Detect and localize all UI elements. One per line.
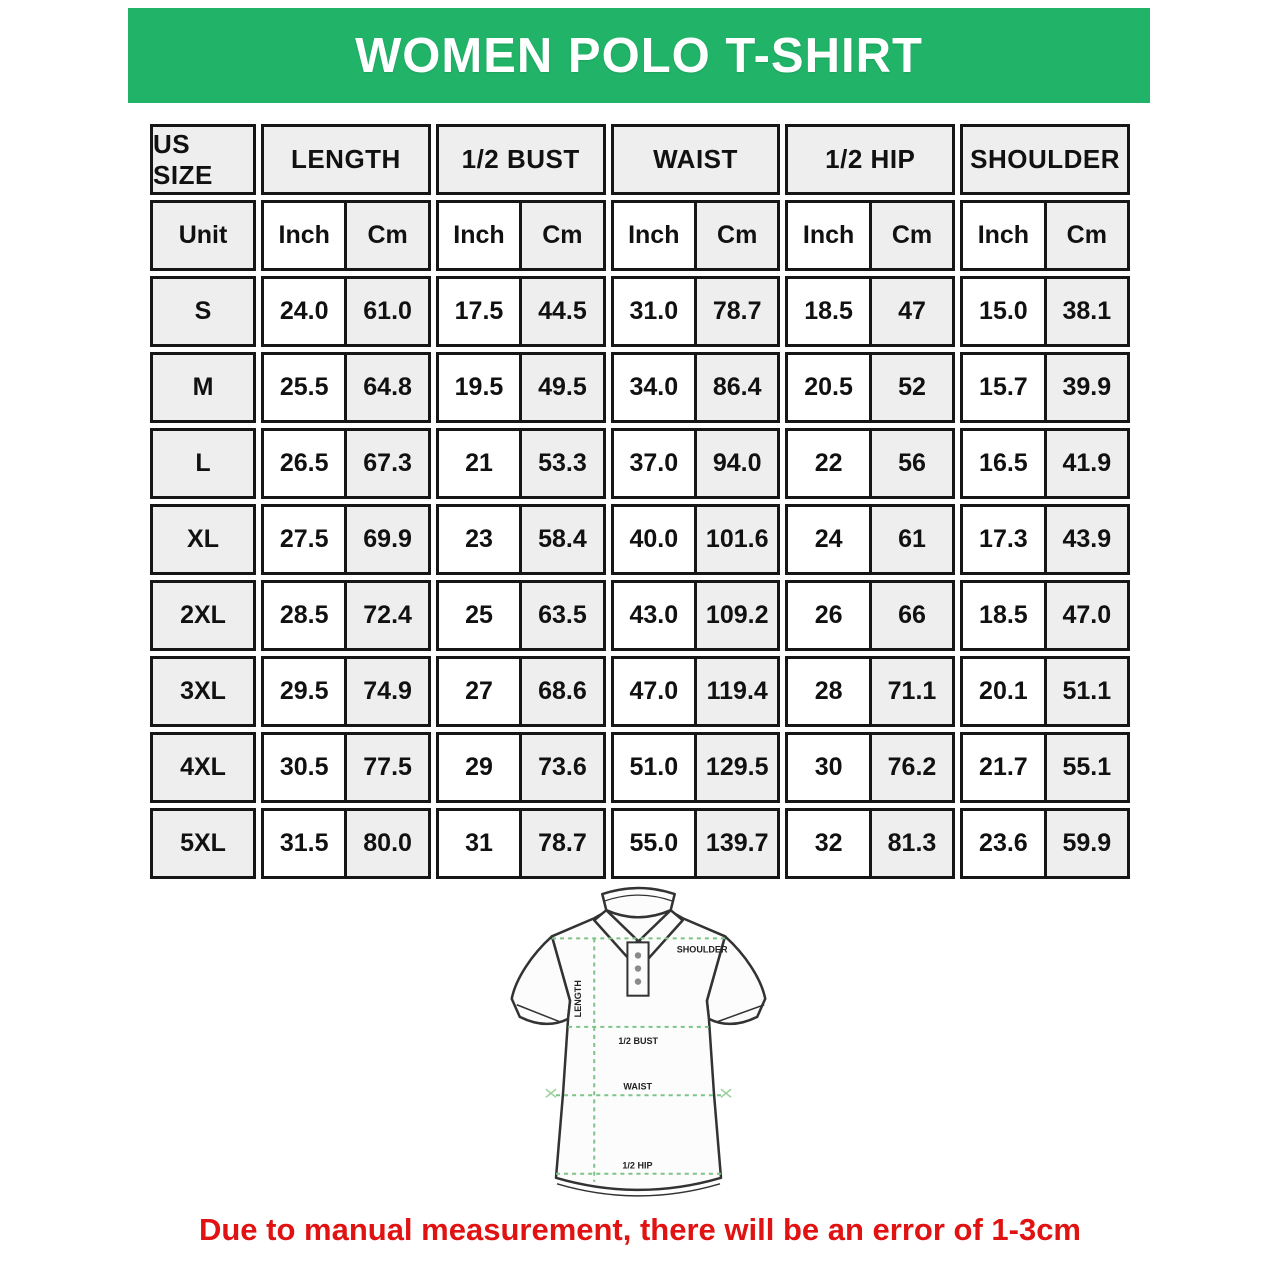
cm-cell: 94.0 bbox=[694, 431, 777, 496]
cm-cell: 86.4 bbox=[694, 355, 777, 420]
length-label: LENGTH bbox=[573, 980, 584, 1018]
measure-group bbox=[261, 428, 431, 499]
column-header-shoulder: SHOULDER bbox=[960, 124, 1130, 195]
cm-cell: 129.5 bbox=[694, 735, 777, 800]
page-title: WOMEN POLO T-SHIRT bbox=[355, 28, 923, 83]
unit-cell: Unit bbox=[150, 200, 256, 271]
inch-cell: 32 bbox=[814, 829, 843, 857]
cm-cell: 74.9 bbox=[344, 659, 427, 724]
inch-cell: 18.5 bbox=[979, 601, 1028, 629]
table-row bbox=[150, 808, 1130, 879]
cm-cell: 43.9 bbox=[1044, 507, 1127, 572]
size-table bbox=[150, 124, 1130, 879]
cm-cell: 66 bbox=[869, 583, 952, 648]
cm-cell: 67.3 bbox=[344, 431, 427, 496]
measure-group bbox=[785, 656, 955, 727]
measure-group bbox=[785, 276, 955, 347]
measure-group bbox=[785, 200, 955, 271]
inch-cell: 25.5 bbox=[279, 373, 329, 401]
measure-group bbox=[960, 732, 1130, 803]
measure-group bbox=[261, 200, 431, 271]
polo-shirt-drawing bbox=[488, 880, 793, 1212]
measure-group bbox=[960, 352, 1130, 423]
button-2 bbox=[635, 965, 641, 971]
measure-group bbox=[436, 352, 606, 423]
cm-cell: 71.1 bbox=[869, 659, 952, 724]
inch-cell: Inch bbox=[628, 221, 680, 249]
cm-cell: Cm bbox=[694, 203, 777, 268]
cm-cell: 55.1 bbox=[1044, 735, 1127, 800]
measure-group bbox=[785, 580, 955, 651]
measure-group bbox=[611, 504, 781, 575]
measure-group bbox=[611, 732, 781, 803]
size-cell: M bbox=[150, 352, 256, 423]
size-cell: 2XL bbox=[150, 580, 256, 651]
table-header-row bbox=[150, 124, 1130, 195]
cm-cell: 41.9 bbox=[1044, 431, 1127, 496]
table-row bbox=[150, 504, 1130, 575]
cm-cell: 139.7 bbox=[694, 811, 777, 876]
title-banner bbox=[128, 8, 1150, 103]
cm-cell: 77.5 bbox=[344, 735, 427, 800]
size-cell: 3XL bbox=[150, 656, 256, 727]
inch-cell: 23 bbox=[465, 525, 493, 553]
cm-cell: 72.4 bbox=[344, 583, 427, 648]
bust-label: 1/2 BUST bbox=[618, 1035, 659, 1046]
inch-cell: 40.0 bbox=[629, 525, 679, 553]
measure-group bbox=[261, 580, 431, 651]
inch-cell: Inch bbox=[278, 221, 330, 249]
polo-shirt-diagram bbox=[488, 880, 793, 1212]
measure-group bbox=[261, 504, 431, 575]
inch-cell: 43.0 bbox=[629, 601, 679, 629]
measure-group bbox=[261, 732, 431, 803]
inch-cell: Inch bbox=[977, 221, 1030, 249]
cm-cell: 81.3 bbox=[869, 811, 952, 876]
size-cell: L bbox=[150, 428, 256, 499]
cm-cell: Cm bbox=[1044, 203, 1127, 268]
inch-cell: Inch bbox=[802, 221, 855, 249]
inch-cell: 15.0 bbox=[979, 297, 1028, 325]
cm-cell: 63.5 bbox=[519, 583, 602, 648]
measurement-note: Due to manual measurement, there will be an error of 1-3cm bbox=[198, 1212, 1082, 1247]
measure-group bbox=[785, 808, 955, 879]
measure-group bbox=[436, 580, 606, 651]
measure-group bbox=[436, 504, 606, 575]
cm-cell: 38.1 bbox=[1044, 279, 1127, 344]
measure-group bbox=[611, 656, 781, 727]
measure-group bbox=[785, 352, 955, 423]
cm-cell: 47.0 bbox=[1044, 583, 1127, 648]
table-row bbox=[150, 580, 1130, 651]
measure-group bbox=[785, 732, 955, 803]
inch-cell: 17.3 bbox=[979, 525, 1028, 553]
measure-group bbox=[960, 276, 1130, 347]
cm-cell: Cm bbox=[344, 203, 427, 268]
measure-group bbox=[611, 276, 781, 347]
waist-label: WAIST bbox=[623, 1081, 653, 1092]
column-header-waist: WAIST bbox=[611, 124, 781, 195]
inch-cell: 25 bbox=[465, 601, 493, 629]
inch-cell: 15.7 bbox=[979, 373, 1028, 401]
waist-right-notch bbox=[721, 1089, 731, 1097]
measure-group bbox=[436, 808, 606, 879]
cm-cell: 76.2 bbox=[869, 735, 952, 800]
inch-cell: 34.0 bbox=[629, 373, 679, 401]
collar-band bbox=[602, 888, 674, 917]
measure-group bbox=[436, 276, 606, 347]
cm-cell: 68.6 bbox=[519, 659, 602, 724]
inch-cell: 18.5 bbox=[804, 297, 853, 325]
column-header-1-2-bust: 1/2 BUST bbox=[436, 124, 606, 195]
column-header-1-2-hip: 1/2 HIP bbox=[785, 124, 955, 195]
cm-cell: 53.3 bbox=[519, 431, 602, 496]
cm-cell: 73.6 bbox=[519, 735, 602, 800]
cm-cell: 109.2 bbox=[694, 583, 777, 648]
shoulder-label: SHOULDER bbox=[676, 944, 728, 955]
cm-cell: 61.0 bbox=[344, 279, 427, 344]
inch-cell: 31.0 bbox=[629, 297, 679, 325]
inch-cell: 29.5 bbox=[279, 677, 329, 705]
waist-left-notch bbox=[546, 1089, 556, 1097]
inch-cell: 20.5 bbox=[804, 373, 853, 401]
measure-group bbox=[960, 428, 1130, 499]
measure-group bbox=[960, 656, 1130, 727]
inch-cell: 28.5 bbox=[279, 601, 329, 629]
measure-group bbox=[960, 200, 1130, 271]
inch-cell: 28 bbox=[814, 677, 843, 705]
inch-cell: 17.5 bbox=[454, 297, 504, 325]
cm-cell: 61 bbox=[869, 507, 952, 572]
inch-cell: 29 bbox=[465, 753, 493, 781]
measure-group bbox=[436, 656, 606, 727]
inch-cell: 16.5 bbox=[979, 449, 1028, 477]
cm-cell: 80.0 bbox=[344, 811, 427, 876]
cm-cell: 119.4 bbox=[694, 659, 777, 724]
inch-cell: 31.5 bbox=[279, 829, 329, 857]
measure-group bbox=[960, 504, 1130, 575]
cm-cell: 39.9 bbox=[1044, 355, 1127, 420]
cm-cell: Cm bbox=[519, 203, 602, 268]
inch-cell: 24 bbox=[814, 525, 843, 553]
size-cell: S bbox=[150, 276, 256, 347]
table-unit-row bbox=[150, 200, 1130, 271]
inch-cell: 30.5 bbox=[279, 753, 329, 781]
inch-cell: 31 bbox=[465, 829, 493, 857]
hip-label: 1/2 HIP bbox=[622, 1160, 653, 1171]
cm-cell: 47 bbox=[869, 279, 952, 344]
measure-group bbox=[261, 808, 431, 879]
column-header-length: LENGTH bbox=[261, 124, 431, 195]
size-cell: 4XL bbox=[150, 732, 256, 803]
measure-group bbox=[611, 200, 781, 271]
measure-group bbox=[436, 732, 606, 803]
measure-group bbox=[960, 580, 1130, 651]
inch-cell: Inch bbox=[453, 221, 505, 249]
button-1 bbox=[635, 952, 641, 958]
cm-cell: 56 bbox=[869, 431, 952, 496]
cm-cell: Cm bbox=[869, 203, 952, 268]
cm-cell: 51.1 bbox=[1044, 659, 1127, 724]
cm-cell: 64.8 bbox=[344, 355, 427, 420]
measure-group bbox=[611, 352, 781, 423]
inch-cell: 26 bbox=[814, 601, 843, 629]
measure-group bbox=[785, 428, 955, 499]
inch-cell: 27.5 bbox=[279, 525, 329, 553]
measure-group bbox=[611, 580, 781, 651]
cm-cell: 59.9 bbox=[1044, 811, 1127, 876]
measure-group bbox=[436, 428, 606, 499]
measure-group bbox=[611, 428, 781, 499]
inch-cell: 26.5 bbox=[279, 449, 329, 477]
measure-group bbox=[960, 808, 1130, 879]
cm-cell: 78.7 bbox=[694, 279, 777, 344]
cm-cell: 101.6 bbox=[694, 507, 777, 572]
inch-cell: 21.7 bbox=[979, 753, 1028, 781]
measure-group bbox=[261, 656, 431, 727]
inch-cell: 55.0 bbox=[629, 829, 679, 857]
measure-group bbox=[261, 352, 431, 423]
button-3 bbox=[635, 978, 641, 984]
inch-cell: 37.0 bbox=[629, 449, 679, 477]
inch-cell: 23.6 bbox=[979, 829, 1028, 857]
measure-group bbox=[785, 504, 955, 575]
inch-cell: 47.0 bbox=[629, 677, 679, 705]
table-row bbox=[150, 732, 1130, 803]
inch-cell: 21 bbox=[465, 449, 493, 477]
cm-cell: 44.5 bbox=[519, 279, 602, 344]
cm-cell: 49.5 bbox=[519, 355, 602, 420]
inch-cell: 51.0 bbox=[629, 753, 679, 781]
inch-cell: 20.1 bbox=[979, 677, 1028, 705]
measure-group bbox=[436, 200, 606, 271]
inch-cell: 27 bbox=[465, 677, 493, 705]
inch-cell: 22 bbox=[814, 449, 843, 477]
inch-cell: 19.5 bbox=[454, 373, 504, 401]
cm-cell: 58.4 bbox=[519, 507, 602, 572]
measure-group bbox=[611, 808, 781, 879]
cm-cell: 78.7 bbox=[519, 811, 602, 876]
size-cell: 5XL bbox=[150, 808, 256, 879]
inch-cell: 24.0 bbox=[279, 297, 329, 325]
table-row bbox=[150, 656, 1130, 727]
table-row bbox=[150, 276, 1130, 347]
table-row bbox=[150, 428, 1130, 499]
inch-cell: 30 bbox=[814, 753, 843, 781]
column-header-us-size: US SIZE bbox=[150, 124, 256, 195]
measure-group bbox=[261, 276, 431, 347]
size-cell: XL bbox=[150, 504, 256, 575]
cm-cell: 69.9 bbox=[344, 507, 427, 572]
cm-cell: 52 bbox=[869, 355, 952, 420]
table-row bbox=[150, 352, 1130, 423]
